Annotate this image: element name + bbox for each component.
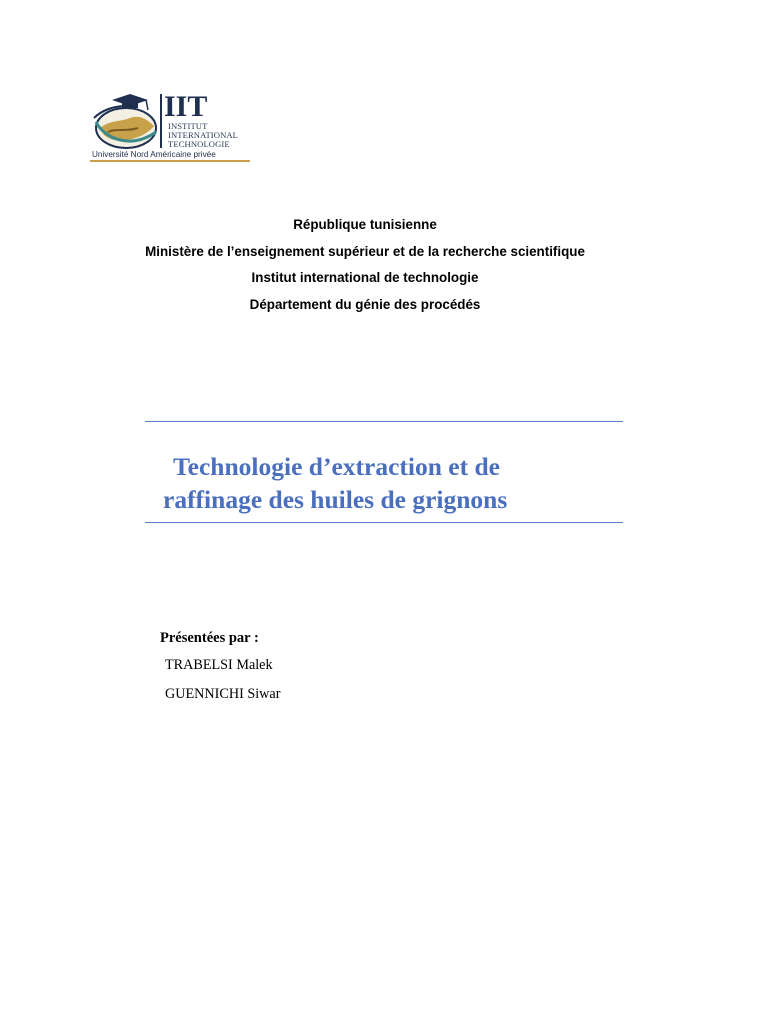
graduation-cap-globe-icon bbox=[90, 92, 164, 150]
document-title bbox=[163, 451, 623, 516]
logo-underline bbox=[90, 160, 250, 162]
header-ministry: Ministère de l’enseignement supérieur et de la recherche scientifique bbox=[145, 243, 585, 259]
institution-logo bbox=[90, 92, 252, 164]
header-institute: Institut international de technologie bbox=[251, 270, 479, 285]
header-country: République tunisienne bbox=[293, 217, 437, 232]
title-bottom-rule bbox=[145, 522, 623, 523]
logo-subtitle: Université Nord Américaine privée bbox=[92, 150, 216, 159]
author-1: TRABELSI Malek bbox=[165, 657, 273, 673]
institution-header bbox=[0, 212, 768, 318]
logo-line-technologie: TECHNOLOGIE bbox=[168, 139, 230, 149]
logo-line-institut: INSTITUT bbox=[168, 121, 208, 131]
title-line-1: Technologie d’extraction et de bbox=[173, 452, 500, 481]
header-department: Département du génie des procédés bbox=[249, 296, 481, 312]
title-line-2: raffinage des huiles de grignons bbox=[163, 484, 508, 514]
logo-line-international: INTERNATIONAL bbox=[168, 130, 239, 140]
author-2: GUENNICHI Siwar bbox=[165, 686, 281, 702]
logo-wordmark: IIT bbox=[164, 90, 208, 123]
presented-by-label: Présentées par : bbox=[160, 630, 259, 646]
title-top-rule bbox=[145, 421, 623, 422]
